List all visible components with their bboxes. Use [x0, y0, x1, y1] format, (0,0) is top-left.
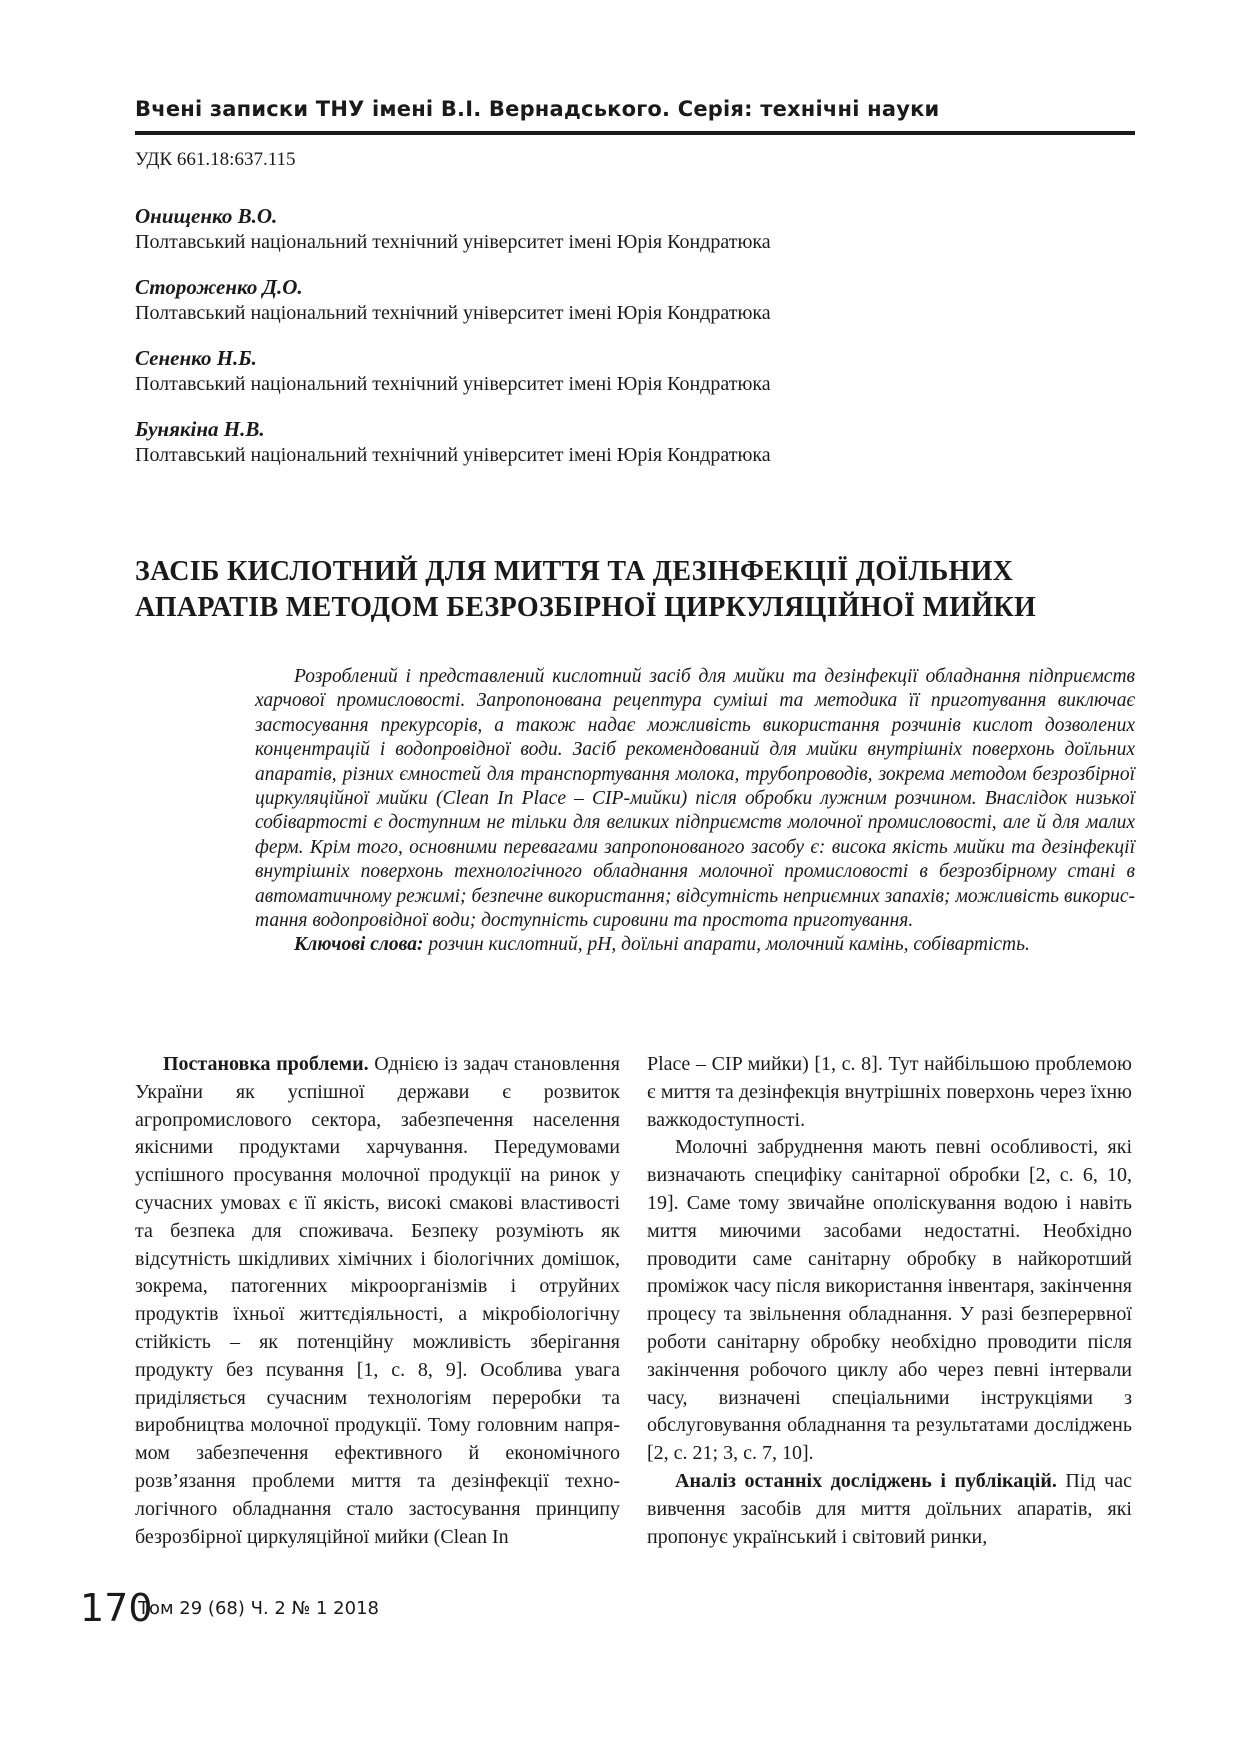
abstract [255, 665, 1135, 958]
author-affiliation: Полтавський національний технічний університет імені Юрія Кондратюка [135, 373, 771, 395]
issue-info: Том 29 (68) Ч. 2 № 1 2018 [138, 1598, 379, 1619]
udk-code: УДК 661.18:637.115 [135, 149, 296, 170]
body-paragraph [135, 1051, 620, 1551]
author-name: Сененко Н.Б. [135, 346, 257, 370]
keywords-text: розчин кислотний, pH, доїльні апарати, молочний камінь, собівартість. [423, 934, 1030, 956]
title-line-1: ЗАСІБ КИСЛОТНИЙ ДЛЯ МИТТЯ ТА ДЕЗІНФЕКЦІЇ ДОЇЛЬНИХ [135, 556, 1014, 587]
author-name: Онищенко В.О. [135, 204, 278, 228]
keywords-label: Ключові слова: [294, 934, 424, 956]
header-rule [135, 131, 1135, 135]
author-block [135, 274, 1135, 326]
keywords [255, 933, 1135, 957]
paragraph-text: Під час вивчення засобів для миття доїльних апаратів, які пропонує український і світовий ринки, [647, 1469, 1132, 1548]
author-block [135, 345, 1135, 397]
author-affiliation: Полтавський національний технічний університет імені Юрія Кондратюка [135, 444, 771, 466]
body-paragraph: Place – CIP мийки) [1, с. 8]. Тут найбільшою проблемою є миття та дезінфекція внутрішніх поверхонь через їхню важкодоступності. [647, 1053, 1132, 1131]
author-affiliation: Полтавський національний технічний університет імені Юрія Кондратюка [135, 231, 771, 253]
author-block [135, 203, 1135, 255]
abstract-text: Розроблений і представлений кислотний засіб для мийки та дезінфекції обладнання підприємств харчової промисловості. Запропонована рецептура суміші та методика її приготування виключає застосування прекурсорів, а також надає можливість використання розчинів кислот дозволених концентрацій і водопровідної води. Засіб рекомендований для мийки внутрішніх поверхонь доїльних апаратів, різних ємностей для транспортування молока, трубопроводів, зокрема методом безрозбірної циркуляційної мийки (Clean In Place – CIP-мийки) після обробки лужним розчином. Внаслідок низької собівартості є доступним не тільки для великих підприємств молочної промисловості, але й для малих ферм. Крім того, основними перевагами запропонованого засобу є: висока якість мийки та дезінфекції внутрішніх поверхонь технологічного обладнання молочної промисловості в безрозбірному стані в автоматичному режимі; безпечне використання; відсутність неприємних запахів; можливість використання водопровідної води; доступність сировини та простота приготування. [255, 666, 1135, 932]
author-list [135, 203, 1135, 487]
body-column-left [135, 1051, 620, 1551]
section-heading: Постановка проблеми. [163, 1053, 369, 1075]
journal-header: Вчені записки ТНУ імені В.І. Вернадського. Серія: технічні науки [135, 97, 940, 121]
author-block [135, 416, 1135, 468]
author-name: Бунякіна Н.В. [135, 417, 265, 441]
body-paragraph: Молочні забруднення мають певні особливості, які визначають специфіку санітарної обробки [2, с. 6, 10, 19]. Саме тому звичайне ополіскування водою і навіть миття миючими засобами недостатні. Необхідно проводити саме санітарну обробку в найкоротший проміжок часу після використання інвентаря, закінчення процесу та звільнення обладнання. У разі безперервної роботи санітарну обробку необхідно проводити після закінчення робочого циклу або через певні інтервали часу, визначені спеціальними інструкціями з обслуговування обладнання та результатами досліджень [2, с. 21; 3, с. 7, 10]. [647, 1136, 1132, 1465]
body-column-right [647, 1051, 1132, 1551]
paragraph-text: Однією із задач становлення України як успішної держави є розвиток агропромислового сектора, забезпечення населення якісними продуктами харчування. Передумовами успішного просування молочної продукції на ринок у сучасних умовах є її якість, високі смакові властивості та безпека для споживача. Безпеку розуміють як відсутність шкідливих хімічних і біологічних домішок, зокрема, патогенних мікроорганізмів і отруйних продуктів їхньої життєдіяльності, а мікробіологічну стійкість – як потенційну можливість зберігання продукту без псування [1, с. 8, 9]. Особлива увага приділяється сучасним технологіям переробки та виробництва молочної продукції. Тому головним напрямом забезпечення ефективного й економічного розв’язання проблеми миття та дезінфекції технологічного обладнання стало застосування принципу безрозбірної циркуляційної мийки (Clean In [135, 1053, 620, 1548]
page-number: 170 [80, 1586, 153, 1630]
author-affiliation: Полтавський національний технічний університет імені Юрія Кондратюка [135, 302, 771, 324]
paper-title [135, 554, 1135, 626]
section-heading: Аналіз останніх досліджень і публікацій. [675, 1469, 1057, 1492]
author-name: Стороженко Д.О. [135, 275, 303, 299]
body-paragraph [647, 1468, 1132, 1551]
title-line-2: АПАРАТІВ МЕТОДОМ БЕЗРОЗБІРНОЇ ЦИРКУЛЯЦІЙНОЇ МИЙКИ [135, 592, 1037, 623]
